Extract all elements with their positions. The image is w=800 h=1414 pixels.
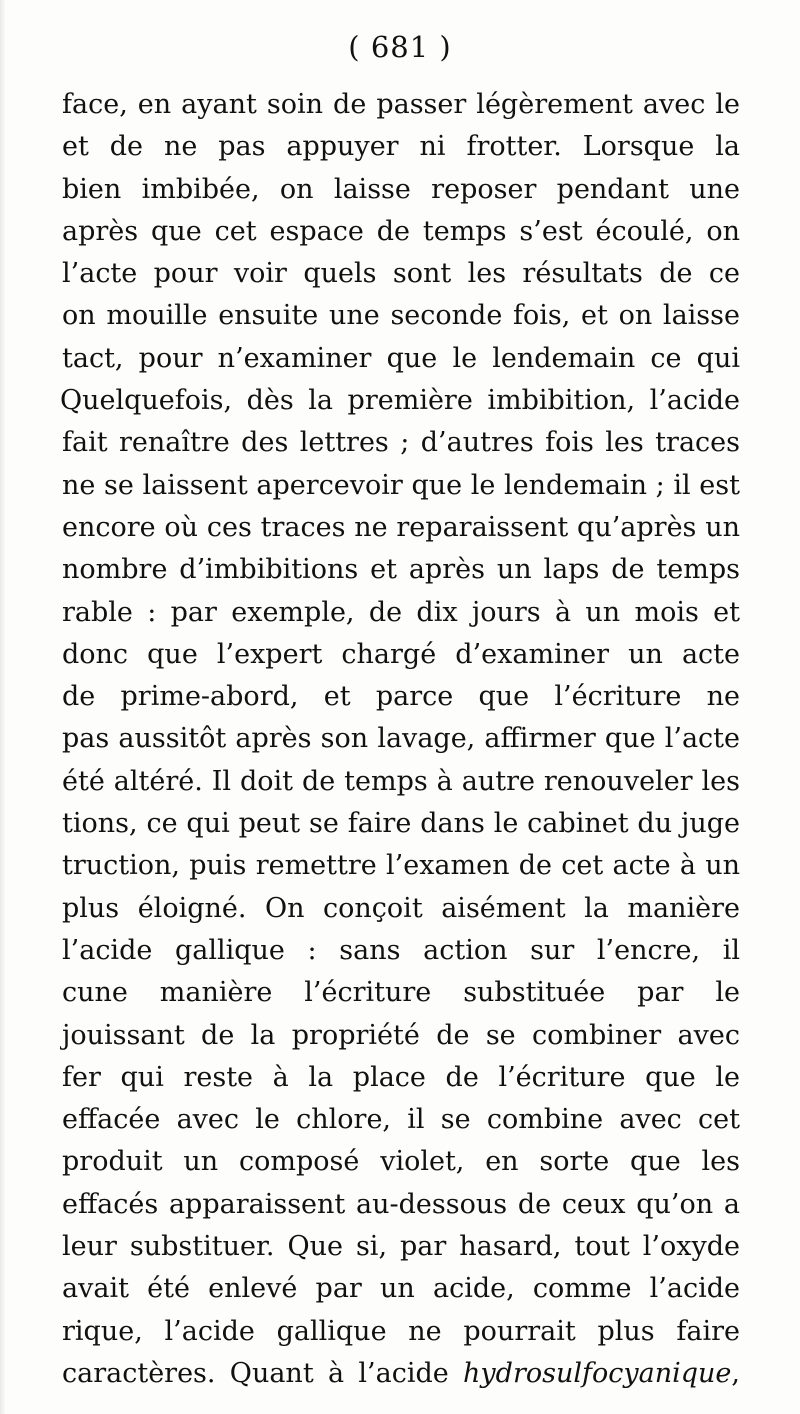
text-line: rable : par exemple, de dix jours à un mois et xyxy=(62,596,740,628)
text-line: avait été enlevé par un acide, comme l’acide xyxy=(62,1273,740,1305)
text-line: et de ne pas appuyer ni frotter. Lorsque la xyxy=(62,131,740,163)
text-line: fait renaître des lettres ; d’autres fois les traces xyxy=(62,427,740,459)
last-line-start: caractères. Quant à l’acide xyxy=(62,1357,464,1389)
page-number: ( 681 ) xyxy=(348,30,452,64)
text-line: tions, ce qui peut se faire dans le cabinet du juge xyxy=(62,808,740,840)
italic-term: hydrosulfocyanique xyxy=(463,1357,732,1389)
text-line: pas aussitôt après son lavage, affirmer que l’acte xyxy=(62,723,740,755)
text-line: cune manière l’écriture substituée par le xyxy=(62,977,740,1009)
text-line: effacée avec le chlore, il se combine avec cet xyxy=(62,1104,740,1136)
text-line: face, en ayant soin de passer légèrement avec le xyxy=(62,89,740,120)
text-line: leur substituer. Que si, par hasard, tout l’oxyde xyxy=(62,1231,740,1263)
text-line: fer qui reste à la place de l’écriture que le xyxy=(62,1061,740,1093)
text-line-last xyxy=(60,1353,740,1395)
text-line: tact, pour n’examiner que le lendemain ce qui xyxy=(62,342,740,374)
text-line: encore où ces traces ne reparaissent qu’après un xyxy=(62,511,740,543)
text-line: été altéré. Il doit de temps à autre renouveler les xyxy=(62,765,740,797)
text-line: de prime-abord, et parce que l’écriture ne xyxy=(62,681,740,713)
text-line: produit un composé violet, en sorte que les xyxy=(62,1146,740,1178)
body-text xyxy=(60,84,740,1395)
last-line-end: , xyxy=(731,1357,740,1389)
text-line: effacés apparaissent au-dessous de ceux qu’on a xyxy=(62,1188,740,1220)
text-line: bien imbibée, on laisse reposer pendant une xyxy=(62,173,740,205)
text-line: après que cet espace de temps s’est écoulé, on xyxy=(62,215,740,247)
text-line: l’acide gallique : sans action sur l’encre, il xyxy=(62,934,740,966)
text-line: plus éloigné. On conçoit aisément la manière xyxy=(62,892,740,924)
text-line: on mouille ensuite une seconde fois, et on laisse xyxy=(62,300,740,332)
text-line: nombre d’imbibitions et après un laps de temps xyxy=(62,554,740,586)
text-line: jouissant de la propriété de se combiner avec xyxy=(62,1019,740,1051)
text-line: donc que l’expert chargé d’examiner un acte xyxy=(62,638,740,670)
scan-edge xyxy=(0,0,6,1414)
text-line: truction, puis remettre l’examen de cet acte à un xyxy=(62,850,740,882)
text-line: Quelquefois, dès la première imbibition, l’acide xyxy=(60,385,740,417)
text-line: l’acte pour voir quels sont les résultats de ce xyxy=(62,258,740,290)
text-line: rique, l’acide gallique ne pourrait plus faire xyxy=(62,1315,740,1347)
text-line: ne se laissent apercevoir que le lendemain ; il est xyxy=(62,469,740,501)
